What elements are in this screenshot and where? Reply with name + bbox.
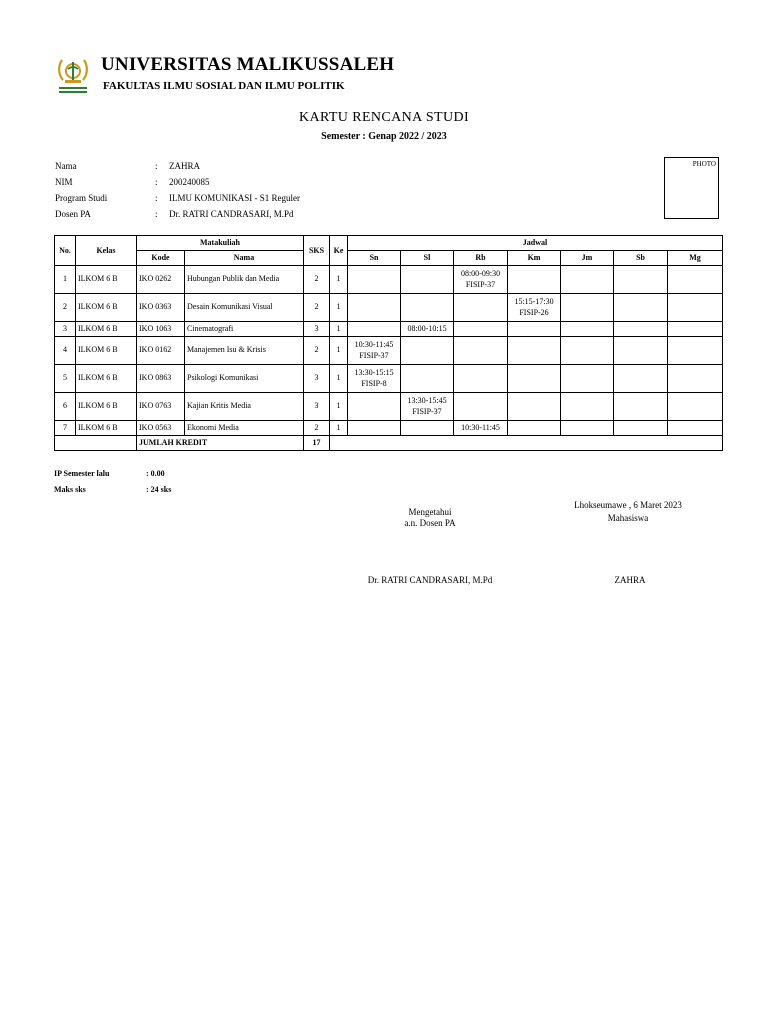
ip-value: : 0.00 [146,468,165,478]
header-day: Sl [401,251,454,266]
semester-label: Semester : Genap 2022 / 2023 [321,131,447,142]
cell-schedule [614,421,668,436]
cell-schedule [668,393,723,421]
cell-no: 1 [55,266,76,294]
total-blank [55,436,137,451]
cell-nama: Ekonomi Media [185,421,304,436]
cell-schedule [561,266,614,294]
cell-no: 3 [55,322,76,337]
cell-schedule [401,337,454,365]
cell-schedule [348,294,401,322]
table-row [55,365,723,393]
cell-nama: Cinematografi [185,322,304,337]
ack-title: Mengetahui [408,507,452,517]
header-day: Rb [454,251,508,266]
cell-schedule [454,294,508,322]
header-day: Jm [561,251,614,266]
cell-no: 5 [55,365,76,393]
header-day: Mg [668,251,723,266]
cell-schedule [508,393,561,421]
info-label: Nama [55,161,77,171]
cell-schedule [508,266,561,294]
cell-schedule [614,322,668,337]
cell-kelas: ILKOM 6 B [76,421,137,436]
info-row-program-studi [55,190,300,206]
cell-sks: 3 [304,322,330,337]
info-value: ILMU KOMUNIKASI - S1 Reguler [169,193,300,203]
table-row [55,421,723,436]
info-row-dosen-pa [55,206,300,222]
cell-schedule: 10:30-11:45 [454,421,508,436]
cell-sks: 2 [304,266,330,294]
lecturer-signature-name: Dr. RATRI CANDRASARI, M.Pd [367,575,493,585]
cell-schedule [614,365,668,393]
header-kelas: Kelas [76,236,137,266]
total-row [55,436,723,451]
cell-schedule: 13:30-15:15 FISIP-8 [348,365,401,393]
header-no: No. [55,236,76,266]
cell-sks: 3 [304,365,330,393]
cell-schedule [348,421,401,436]
total-sks: 17 [304,436,330,451]
cell-schedule [614,266,668,294]
cell-no: 7 [55,421,76,436]
table-row [55,294,723,322]
cell-schedule [561,322,614,337]
cell-ke: 1 [330,365,348,393]
cell-kode: IKO 0563 [137,421,185,436]
info-value: 200240085 [169,177,210,187]
cell-schedule [454,337,508,365]
cell-kelas: ILKOM 6 B [76,365,137,393]
cell-kode: IKO 0863 [137,365,185,393]
cell-ke: 1 [330,266,348,294]
cell-schedule: 15:15-17:30 FISIP-26 [508,294,561,322]
cell-schedule [401,266,454,294]
cell-schedule [454,393,508,421]
faculty-name: FAKULTAS ILMU SOSIAL DAN ILMU POLITIK [103,80,345,92]
cell-schedule: 08:00-09:30 FISIP-37 [454,266,508,294]
header-ke: Ke [330,236,348,266]
cell-schedule: 08:00-10:15 [401,322,454,337]
cell-schedule [668,294,723,322]
cell-schedule [508,365,561,393]
cell-schedule [401,294,454,322]
cell-kelas: ILKOM 6 B [76,294,137,322]
info-label: Dosen PA [55,209,91,219]
info-colon: : [155,177,158,187]
cell-schedule: 10:30-11:45 FISIP-37 [348,337,401,365]
info-colon: : [155,193,158,203]
cell-kelas: ILKOM 6 B [76,337,137,365]
cell-schedule [614,294,668,322]
cell-kelas: ILKOM 6 B [76,393,137,421]
info-label: Program Studi [55,193,108,203]
cell-nama: Psikologi Komunikasi [185,365,304,393]
maks-label: Maks sks [54,484,86,494]
info-label: NIM [55,177,73,187]
cell-schedule [668,337,723,365]
cell-nama: Desain Komunikasi Visual [185,294,304,322]
total-rest [330,436,723,451]
header-day: Sb [614,251,668,266]
cell-schedule [561,365,614,393]
header-day: Km [508,251,561,266]
cell-schedule [454,365,508,393]
header-day: Sn [348,251,401,266]
header-kode: Kode [137,251,185,266]
cell-schedule [561,421,614,436]
cell-ke: 1 [330,322,348,337]
info-row-nim [55,174,300,190]
cell-kode: IKO 0363 [137,294,185,322]
cell-schedule [668,266,723,294]
info-value: ZAHRA [169,161,200,171]
cell-kode: IKO 0763 [137,393,185,421]
cell-kode: IKO 0162 [137,337,185,365]
cell-ke: 1 [330,421,348,436]
cell-nama: Hubungan Publik dan Media [185,266,304,294]
table-row [55,266,723,294]
cell-schedule [348,393,401,421]
cell-schedule [614,393,668,421]
cell-no: 4 [55,337,76,365]
cell-schedule [508,322,561,337]
maks-value: : 24 sks [146,484,172,494]
cell-schedule: 13:30-15:45 FISIP-37 [401,393,454,421]
course-table [54,235,723,451]
photo-box [664,157,719,219]
table-row [55,322,723,337]
student-role-label: Mahasiswa [607,513,649,523]
cell-no: 6 [55,393,76,421]
university-name: UNIVERSITAS MALIKUSSALEH [101,54,395,75]
header-sks: SKS [304,236,330,266]
cell-nama: Kajian Kritis Media [185,393,304,421]
student-signature-name: ZAHRA [614,575,646,585]
university-logo-icon [56,56,90,96]
cell-kode: IKO 0262 [137,266,185,294]
cell-kode: IKO 1063 [137,322,185,337]
cell-schedule [668,421,723,436]
cell-schedule [401,421,454,436]
cell-schedule [561,393,614,421]
cell-schedule [614,337,668,365]
student-info [55,158,300,222]
cell-ke: 1 [330,337,348,365]
cell-sks: 2 [304,421,330,436]
cell-schedule [561,337,614,365]
place-date: Lhokseumawe , 6 Maret 2023 [574,500,682,510]
cell-kelas: ILKOM 6 B [76,266,137,294]
cell-schedule [348,266,401,294]
cell-schedule [454,322,508,337]
cell-schedule [401,365,454,393]
cell-schedule [508,337,561,365]
cell-ke: 1 [330,393,348,421]
info-value: Dr. RATRI CANDRASARI, M.Pd [169,209,294,219]
cell-sks: 2 [304,337,330,365]
info-colon: : [155,209,158,219]
cell-schedule [348,322,401,337]
header-jadwal: Jadwal [348,236,723,251]
table-row [55,337,723,365]
summary-maks-row [54,481,171,497]
summary-ip-row [54,465,171,481]
cell-ke: 1 [330,294,348,322]
header-matakuliah: Matakuliah [137,236,304,251]
cell-sks: 2 [304,294,330,322]
ip-label: IP Semester lalu [54,468,110,478]
info-colon: : [155,161,158,171]
cell-nama: Manajemen Isu & Krisis [185,337,304,365]
total-label: JUMLAH KREDIT [137,436,304,451]
cell-no: 2 [55,294,76,322]
cell-sks: 3 [304,393,330,421]
summary [54,465,171,497]
info-row-nama [55,158,300,174]
cell-schedule [508,421,561,436]
cell-schedule [668,322,723,337]
cell-schedule [668,365,723,393]
table-row [55,393,723,421]
cell-kelas: ILKOM 6 B [76,322,137,337]
cell-schedule [561,294,614,322]
ack-subtitle: a.n. Dosen PA [404,518,456,528]
header-nama: Nama [185,251,304,266]
photo-label: PHOTO [692,160,716,168]
document-title: KARTU RENCANA STUDI [298,110,470,125]
